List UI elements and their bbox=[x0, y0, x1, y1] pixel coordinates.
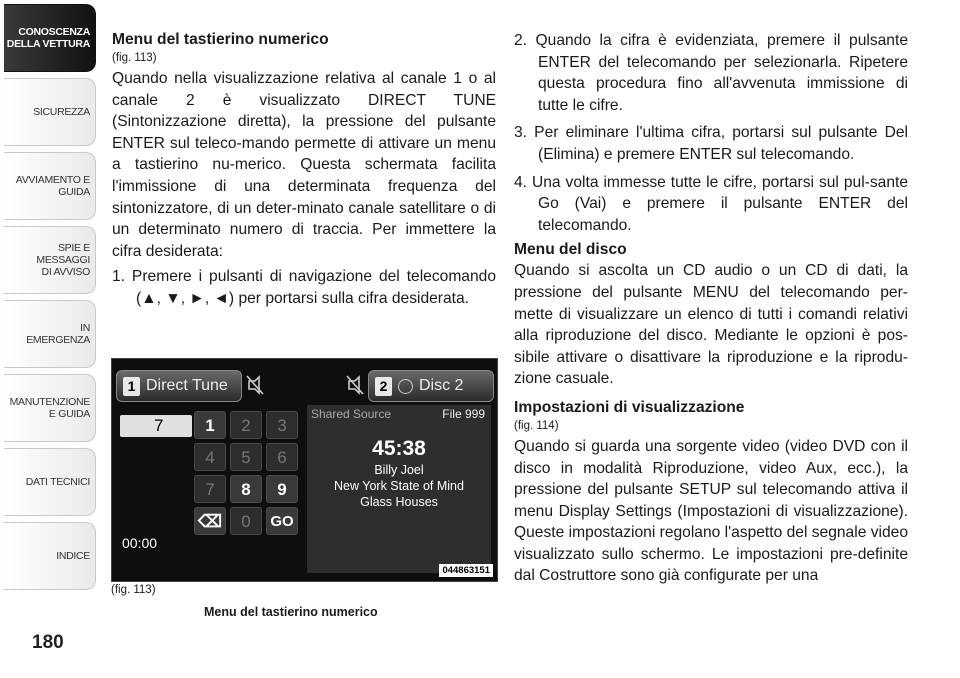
display-settings-paragraph: Quando si guarda una sorgente video (video DVD con il disco in modalità Riproduzione, video Aux, ecc.), la pressione del pulsante SETUP sul telecomando attiva il menu Display Settings (Impostazioni di visualizzazione). Queste impostazioni regolano l'aspetto del segnale video visualizzato sullo schermo. Le impostazioni pre-definite dal Costruttore sono già configurate per una bbox=[514, 437, 908, 585]
track-time: 45:38 bbox=[372, 437, 426, 460]
page-number: 180 bbox=[32, 632, 64, 653]
key-1: 1 bbox=[194, 411, 226, 439]
figure-code: 044863151 bbox=[439, 564, 493, 577]
chapter-sidebar bbox=[0, 0, 98, 678]
display-settings-figref: (fig. 114) bbox=[514, 419, 559, 432]
album-title: Glass Houses bbox=[360, 495, 438, 509]
disc-menu-paragraph: Quando si ascolta un CD audio o un CD di dati, la pressione del pulsante MENU del telecomando per-mette di visualizzare un elenco di tutti i comandi relativi alla riproduzione del disco. Mediante le opzioni è pos-sibile attivare o disattivare la riproduzione e la riprodu-zione casuale. bbox=[514, 262, 908, 388]
figure-ref: (fig. 113) bbox=[111, 584, 156, 596]
elapsed-time: 00:00 bbox=[122, 535, 158, 551]
tab-conoscenza[interactable]: CONOSCENZA DELLA VETTURA bbox=[4, 4, 96, 72]
source-label: Shared Source bbox=[311, 407, 392, 421]
key-9: 9 bbox=[266, 475, 298, 503]
track-title: New York State of Mind bbox=[334, 479, 464, 493]
disc-2-label: Disc 2 bbox=[419, 377, 464, 394]
key-4: 4 bbox=[194, 443, 226, 471]
key-5: 5 bbox=[230, 443, 262, 471]
tab-manutenzione[interactable]: MANUTENZIONE E GUIDA bbox=[4, 374, 96, 442]
tab-sicurezza[interactable]: SICUREZZA bbox=[4, 78, 96, 146]
channel-2-badge: 2 bbox=[375, 377, 392, 396]
tab-avviamento[interactable]: AVVIAMENTO E GUIDA bbox=[4, 152, 96, 220]
key-2: 2 bbox=[230, 411, 262, 439]
disc-menu-heading: Menu del disco bbox=[514, 241, 627, 259]
direct-tune-label: Direct Tune bbox=[146, 377, 228, 394]
display-settings-heading: Impostazioni di visualizzazione bbox=[514, 398, 745, 416]
key-delete: ⌫ bbox=[194, 507, 226, 535]
step-3: 3. Per eliminare l'ultima cifra, portarsi sul pulsante Del (Elimina) e premere ENTER sul telecomando. bbox=[514, 124, 908, 163]
mute-icon-2 bbox=[346, 375, 364, 395]
mute-icon bbox=[246, 375, 264, 395]
disc-2-button bbox=[368, 370, 494, 402]
digit-entry: 7 bbox=[120, 415, 192, 437]
direct-tune-button bbox=[116, 370, 242, 402]
keypad-heading: Menu del tastierino numerico bbox=[112, 31, 329, 48]
tab-spie[interactable]: SPIE E MESSAGGI DI AVVISO bbox=[4, 226, 96, 294]
right-column bbox=[514, 30, 908, 591]
step-1: 1. Premere i pulsanti di navigazione del telecomando (▲, ▼, ►, ◄) per portarsi sulla cifra desiderata. bbox=[112, 268, 496, 307]
now-playing-panel bbox=[307, 405, 491, 573]
step-4: 4. Una volta immesse tutte le cifre, portarsi sul pul-sante Go (Vai) e premere il pulsante ENTER del telecomando. bbox=[514, 173, 908, 234]
tab-emergenza[interactable]: IN EMERGENZA bbox=[4, 300, 96, 368]
disc-icon bbox=[398, 379, 413, 394]
key-8: 8 bbox=[230, 475, 262, 503]
left-column bbox=[112, 30, 496, 314]
channel-1-badge: 1 bbox=[123, 377, 140, 396]
file-label: File 999 bbox=[442, 407, 485, 421]
step-2: 2. Quando la cifra è evidenziata, premere il pulsante ENTER del telecomando per selezionarla. Ripetere questa procedura fino all'avvenuta immissione di tutte le cifre. bbox=[514, 32, 908, 114]
key-7: 7 bbox=[194, 475, 226, 503]
keypad-figure bbox=[111, 358, 498, 582]
key-0: 0 bbox=[230, 507, 262, 535]
keypad-paragraph: Quando nella visualizzazione relativa al canale 1 o al canale 2 è visualizzato DIRECT TUNE (Sintonizzazione diretta), la pressione del pulsante ENTER sul teleco-mando permette di attivare un menu a tastierino nu-merico. Questa schermata facilita l'immissione di una determinata frequenza del sintonizzatore, di un deter-minato canale satellitare o di un determinato numero di traccia. Per immettere la cifra desiderata: bbox=[112, 70, 496, 260]
key-3: 3 bbox=[266, 411, 298, 439]
key-go: GO bbox=[266, 507, 298, 535]
artist-name: Billy Joel bbox=[374, 463, 424, 477]
keypad-figref: (fig. 113) bbox=[112, 52, 157, 64]
tab-dati-tecnici[interactable]: DATI TECNICI bbox=[4, 448, 96, 516]
tab-indice[interactable]: INDICE bbox=[4, 522, 96, 590]
figure-caption: Menu del tastierino numerico bbox=[204, 605, 378, 619]
key-6: 6 bbox=[266, 443, 298, 471]
